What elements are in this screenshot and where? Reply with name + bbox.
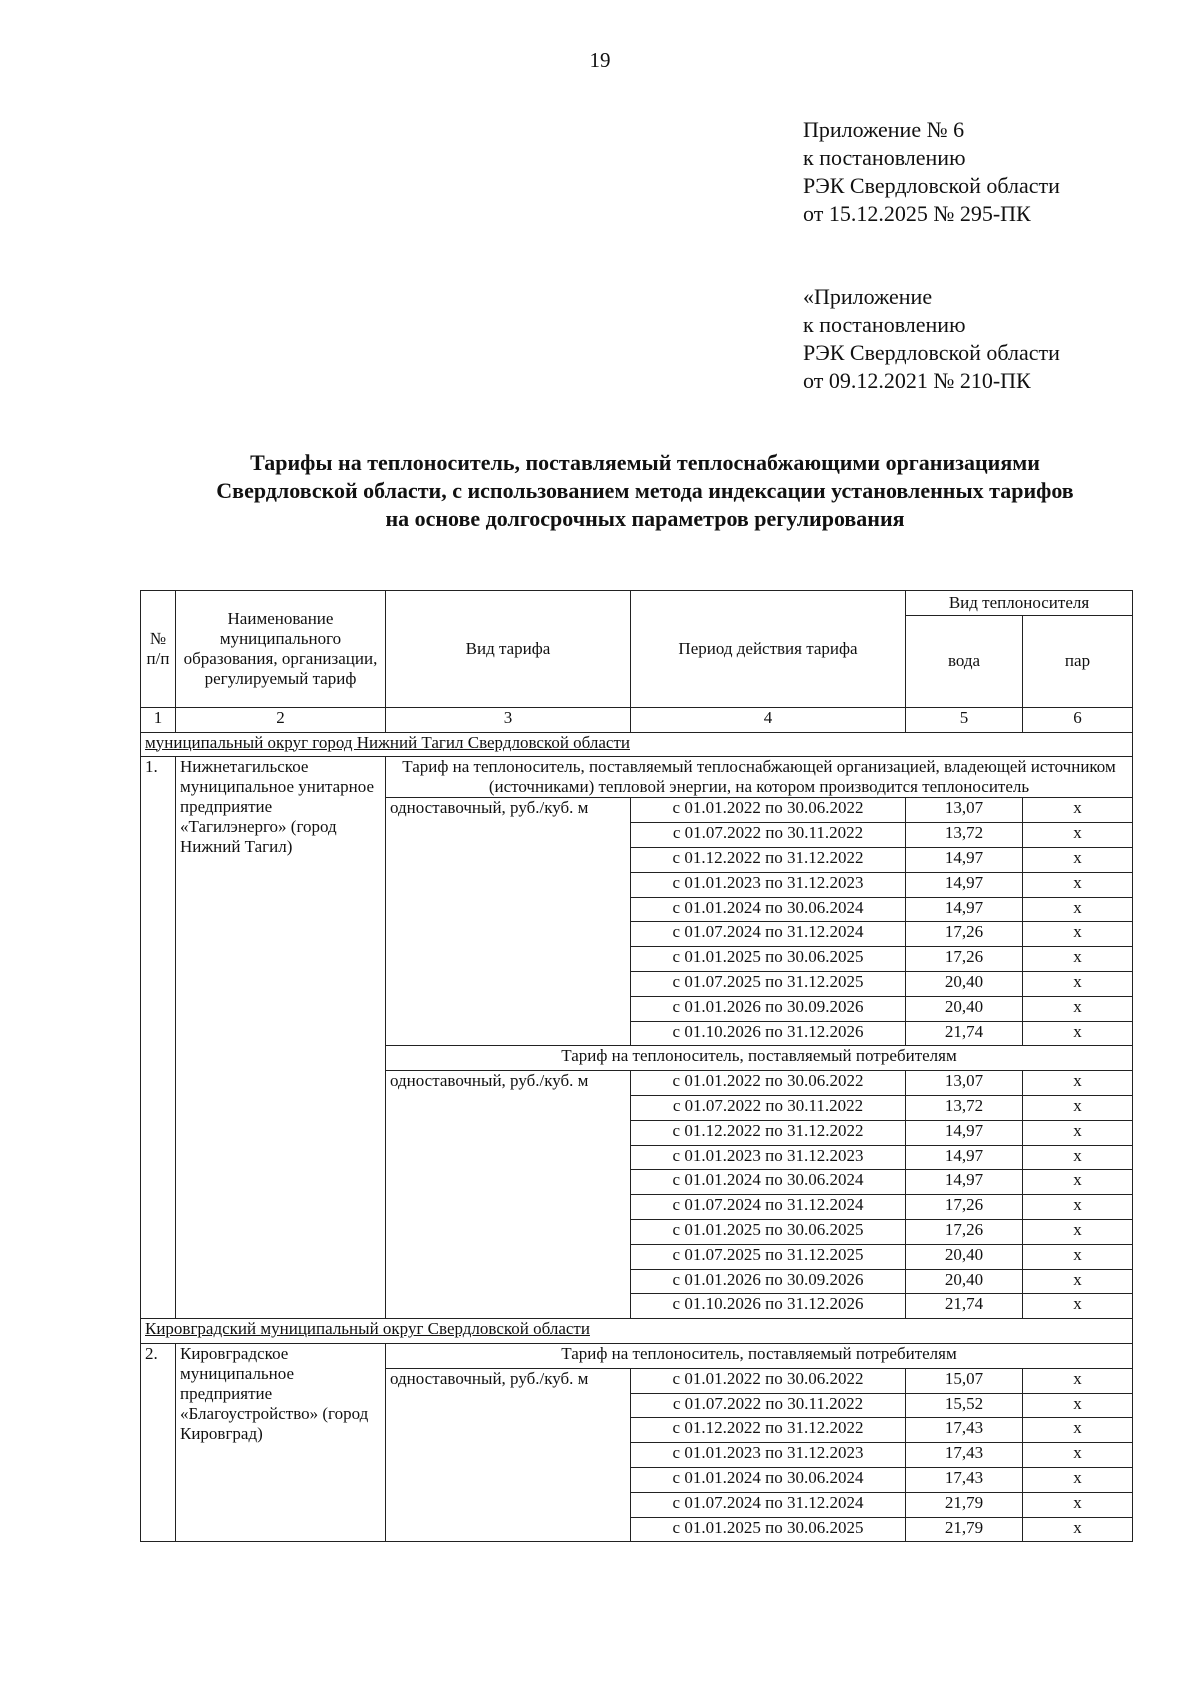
appendix-line: РЭК Свердловской области xyxy=(803,173,1060,198)
water-value: 21,79 xyxy=(906,1517,1023,1542)
tariff-period: с 01.01.2022 по 30.06.2022 xyxy=(631,798,906,823)
column-number: 6 xyxy=(1023,707,1133,732)
steam-value: х xyxy=(1023,897,1133,922)
tariff-block-heading-row xyxy=(141,757,1133,798)
tariff-block-heading: Тариф на теплоноситель, поставляемый теплоснабжающей организацией, владеющей источником (источниками) тепловой энергии, на котором производится теплоноситель xyxy=(386,757,1133,798)
steam-value: х xyxy=(1023,1120,1133,1145)
table-header xyxy=(141,591,1133,733)
table-body xyxy=(141,732,1133,1542)
row-number: 1. xyxy=(141,757,176,1319)
steam-value: х xyxy=(1023,798,1133,823)
appendix-line: к постановлению xyxy=(803,145,966,170)
steam-value: х xyxy=(1023,1517,1133,1542)
steam-value: х xyxy=(1023,1294,1133,1319)
section-title: Кировградский муниципальный округ Свердловской области xyxy=(141,1319,1133,1344)
water-value: 13,07 xyxy=(906,798,1023,823)
tariff-period: с 01.12.2022 по 31.12.2022 xyxy=(631,847,906,872)
steam-value: х xyxy=(1023,996,1133,1021)
steam-value: х xyxy=(1023,1219,1133,1244)
tariff-period: с 01.01.2024 по 30.06.2024 xyxy=(631,1467,906,1492)
steam-value: х xyxy=(1023,1170,1133,1195)
section-title: муниципальный округ город Нижний Тагил Свердловской области xyxy=(141,732,1133,757)
appendix-original-reference xyxy=(803,283,1060,395)
steam-value: х xyxy=(1023,1145,1133,1170)
steam-value: х xyxy=(1023,1443,1133,1468)
water-value: 15,52 xyxy=(906,1393,1023,1418)
organization-name: Кировградское муниципальное предприятие «Благоустройство» (город Кировград) xyxy=(176,1343,386,1541)
tariff-period: с 01.01.2025 по 30.06.2025 xyxy=(631,1517,906,1542)
tariff-period: с 01.01.2024 по 30.06.2024 xyxy=(631,897,906,922)
water-value: 17,43 xyxy=(906,1418,1023,1443)
steam-value: х xyxy=(1023,847,1133,872)
appendix-line: Приложение № 6 xyxy=(803,117,965,142)
header-carrier-group: Вид теплоносителя xyxy=(906,591,1133,616)
steam-value: х xyxy=(1023,971,1133,996)
water-value: 20,40 xyxy=(906,1244,1023,1269)
steam-value: х xyxy=(1023,823,1133,848)
header-num: № п/п xyxy=(141,591,176,708)
tariff-period: с 01.01.2022 по 30.06.2022 xyxy=(631,1368,906,1393)
header-name: Наименование муниципального образования, организации, регулируемый тариф xyxy=(176,591,386,708)
water-value: 17,26 xyxy=(906,1195,1023,1220)
title-line: Тарифы на теплоноситель, поставляемый теплоснабжающими организациями xyxy=(250,450,1040,475)
tariff-period: с 01.12.2022 по 31.12.2022 xyxy=(631,1120,906,1145)
appendix-line: РЭК Свердловской области xyxy=(803,340,1060,365)
tariff-period: с 01.10.2026 по 31.12.2026 xyxy=(631,1294,906,1319)
water-value: 21,74 xyxy=(906,1294,1023,1319)
tariff-period: с 01.07.2025 по 31.12.2025 xyxy=(631,1244,906,1269)
tariff-period: с 01.07.2024 по 31.12.2024 xyxy=(631,1195,906,1220)
steam-value: х xyxy=(1023,1021,1133,1046)
water-value: 14,97 xyxy=(906,1170,1023,1195)
tariff-block-heading: Тариф на теплоноситель, поставляемый потребителям xyxy=(386,1046,1133,1071)
water-value: 17,26 xyxy=(906,1219,1023,1244)
water-value: 14,97 xyxy=(906,872,1023,897)
tariff-period: с 01.07.2024 по 31.12.2024 xyxy=(631,922,906,947)
page-number: 19 xyxy=(589,48,611,72)
appendix-line: от 09.12.2021 № 210-ПК xyxy=(803,368,1031,393)
column-number: 1 xyxy=(141,707,176,732)
column-numbers-row xyxy=(141,707,1133,732)
header-steam: пар xyxy=(1023,615,1133,707)
water-value: 17,43 xyxy=(906,1443,1023,1468)
tariff-period: с 01.07.2022 по 30.11.2022 xyxy=(631,1095,906,1120)
steam-value: х xyxy=(1023,1368,1133,1393)
section-title-row xyxy=(141,732,1133,757)
appendix-line: «Приложение xyxy=(803,284,933,309)
tariff-period: с 01.07.2022 по 30.11.2022 xyxy=(631,823,906,848)
steam-value: х xyxy=(1023,922,1133,947)
tariff-period: с 01.01.2025 по 30.06.2025 xyxy=(631,947,906,972)
water-value: 14,97 xyxy=(906,1145,1023,1170)
column-number: 2 xyxy=(176,707,386,732)
tariff-period: с 01.12.2022 по 31.12.2022 xyxy=(631,1418,906,1443)
steam-value: х xyxy=(1023,1269,1133,1294)
water-value: 21,74 xyxy=(906,1021,1023,1046)
tariff-period: с 01.01.2025 по 30.06.2025 xyxy=(631,1219,906,1244)
tariff-block-heading-row xyxy=(141,1343,1133,1368)
steam-value: х xyxy=(1023,1418,1133,1443)
tariff-type: одноставочный, руб./куб. м xyxy=(386,798,631,1046)
tariff-block-heading: Тариф на теплоноситель, поставляемый потребителям xyxy=(386,1343,1133,1368)
organization-name: Нижнетагильское муниципальное унитарное предприятие «Тагилэнерго» (город Нижний Тагил) xyxy=(176,757,386,1319)
tariff-period: с 01.07.2022 по 30.11.2022 xyxy=(631,1393,906,1418)
tariff-period: с 01.07.2024 по 31.12.2024 xyxy=(631,1492,906,1517)
water-value: 17,43 xyxy=(906,1467,1023,1492)
steam-value: х xyxy=(1023,1095,1133,1120)
tariff-period: с 01.01.2022 по 30.06.2022 xyxy=(631,1071,906,1096)
water-value: 17,26 xyxy=(906,922,1023,947)
tariff-period: с 01.01.2023 по 31.12.2023 xyxy=(631,872,906,897)
water-value: 14,97 xyxy=(906,1120,1023,1145)
water-value: 15,07 xyxy=(906,1368,1023,1393)
steam-value: х xyxy=(1023,1071,1133,1096)
tariff-period: с 01.01.2023 по 31.12.2023 xyxy=(631,1443,906,1468)
tariff-period: с 01.01.2023 по 31.12.2023 xyxy=(631,1145,906,1170)
document-title xyxy=(140,449,1150,533)
steam-value: х xyxy=(1023,1393,1133,1418)
water-value: 14,97 xyxy=(906,847,1023,872)
appendix-current-reference xyxy=(803,116,1060,228)
tariff-type: одноставочный, руб./куб. м xyxy=(386,1368,631,1542)
appendix-line: к постановлению xyxy=(803,312,966,337)
water-value: 20,40 xyxy=(906,996,1023,1021)
tariff-period: с 01.07.2025 по 31.12.2025 xyxy=(631,971,906,996)
appendix-line: от 15.12.2025 № 295-ПК xyxy=(803,201,1031,226)
column-number: 4 xyxy=(631,707,906,732)
title-line: Свердловской области, с использованием метода индексации установленных тарифов xyxy=(216,478,1074,503)
tariff-type: одноставочный, руб./куб. м xyxy=(386,1071,631,1319)
water-value: 20,40 xyxy=(906,1269,1023,1294)
tariff-period: с 01.01.2024 по 30.06.2024 xyxy=(631,1170,906,1195)
water-value: 20,40 xyxy=(906,971,1023,996)
tariff-table xyxy=(140,590,1133,1542)
title-line: на основе долгосрочных параметров регулирования xyxy=(385,506,905,531)
section-title-row xyxy=(141,1319,1133,1344)
header-period: Период действия тарифа xyxy=(631,591,906,708)
water-value: 21,79 xyxy=(906,1492,1023,1517)
header-tariff-type: Вид тарифа xyxy=(386,591,631,708)
tariff-period: с 01.01.2026 по 30.09.2026 xyxy=(631,1269,906,1294)
water-value: 14,97 xyxy=(906,897,1023,922)
steam-value: х xyxy=(1023,1195,1133,1220)
tariff-period: с 01.10.2026 по 31.12.2026 xyxy=(631,1021,906,1046)
header-water: вода xyxy=(906,615,1023,707)
column-number: 5 xyxy=(906,707,1023,732)
steam-value: х xyxy=(1023,1467,1133,1492)
steam-value: х xyxy=(1023,1492,1133,1517)
water-value: 13,07 xyxy=(906,1071,1023,1096)
water-value: 13,72 xyxy=(906,823,1023,848)
water-value: 17,26 xyxy=(906,947,1023,972)
row-number: 2. xyxy=(141,1343,176,1541)
water-value: 13,72 xyxy=(906,1095,1023,1120)
steam-value: х xyxy=(1023,1244,1133,1269)
column-number: 3 xyxy=(386,707,631,732)
steam-value: х xyxy=(1023,872,1133,897)
tariff-period: с 01.01.2026 по 30.09.2026 xyxy=(631,996,906,1021)
steam-value: х xyxy=(1023,947,1133,972)
